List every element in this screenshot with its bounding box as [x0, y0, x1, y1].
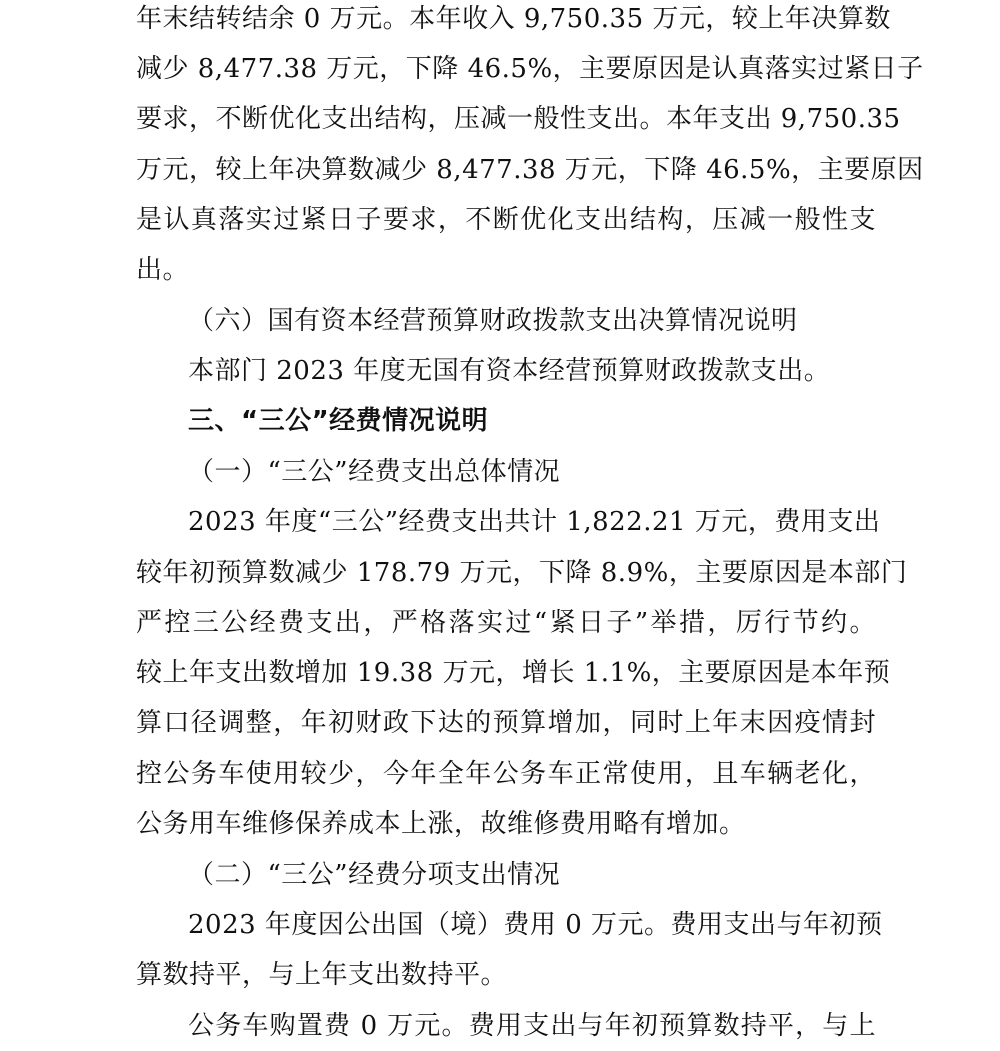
subsection-heading-2: （二）“三公”经费分项支出情况: [188, 860, 561, 890]
paragraph-line: 万元，较上年决算数减少 8,477.38 万元，下降 46.5%，主要原因: [136, 155, 924, 185]
paragraph-line: 控公务车使用较少，今年全年公务车正常使用，且车辆老化，: [136, 759, 876, 789]
paragraph-line: 年末结转结余 0 万元。本年收入 9,750.35 万元，较上年决算数: [136, 4, 891, 34]
paragraph-line: 较上年支出数增加 19.38 万元，增长 1.1%，主要原因是本年预: [136, 658, 891, 688]
paragraph-line: 减少 8,477.38 万元，下降 46.5%，主要原因是认真落实过紧日子: [136, 54, 924, 84]
section-heading-6: （六）国有资本经营预算财政拨款支出决算情况说明: [188, 306, 798, 336]
paragraph-line: 出。: [136, 255, 190, 285]
paragraph-line: 公务车购置费 0 万元。费用支出与年初预算数持平，与上: [188, 1011, 876, 1041]
paragraph-line: 2023 年度因公出国（境）费用 0 万元。费用支出与年初预: [188, 910, 883, 940]
paragraph-line: 2023 年度“三公”经费支出共计 1,822.21 万元，费用支出: [188, 507, 881, 537]
paragraph-line: 严控三公经费支出，严格落实过“紧日子”举措，厉行节约。: [136, 608, 876, 638]
paragraph-line: 要求，不断优化支出结构，压减一般性支出。本年支出 9,750.35: [136, 104, 901, 134]
subsection-heading-1: （一）“三公”经费支出总体情况: [188, 457, 561, 487]
paragraph-line: 算口径调整，年初财政下达的预算增加，同时上年末因疫情封: [136, 708, 876, 738]
paragraph-line: 算数持平，与上年支出数持平。: [136, 960, 508, 990]
paragraph-line: 本部门 2023 年度无国有资本经营预算财政拨款支出。: [188, 356, 831, 386]
paragraph-line: 较年初预算数减少 178.79 万元，下降 8.9%，主要原因是本部门: [136, 558, 908, 588]
paragraph-line: 是认真落实过紧日子要求，不断优化支出结构，压减一般性支: [136, 205, 876, 235]
section-heading-3: 三、“三公”经费情况说明: [188, 406, 489, 436]
paragraph-line: 公务用车维修保养成本上涨，故维修费用略有增加。: [136, 809, 746, 839]
